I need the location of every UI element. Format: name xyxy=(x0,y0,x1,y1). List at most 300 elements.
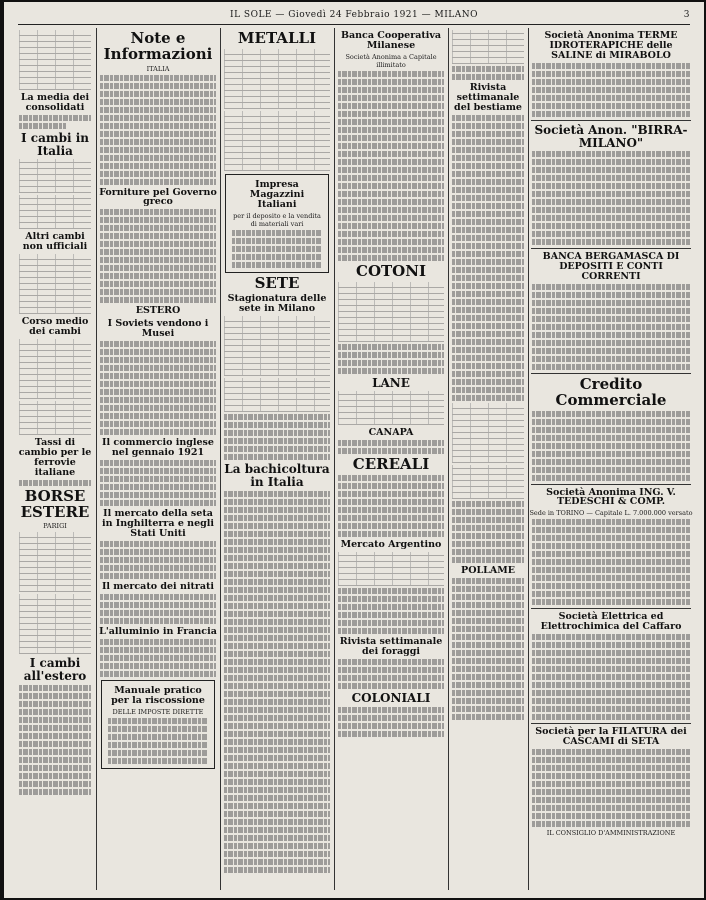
price-table xyxy=(224,316,330,376)
text-line xyxy=(224,707,330,713)
text-line xyxy=(452,586,524,592)
text-line xyxy=(100,405,216,411)
column-1 xyxy=(16,28,94,890)
text-line xyxy=(532,706,690,712)
text-line xyxy=(224,611,330,617)
text-line xyxy=(532,284,690,290)
text-line xyxy=(532,223,690,229)
text-line xyxy=(338,604,444,610)
text-line xyxy=(452,549,524,555)
text-line xyxy=(452,147,524,153)
text-line xyxy=(452,363,524,369)
text-line xyxy=(532,159,690,165)
text-line xyxy=(452,355,524,361)
text-line xyxy=(100,209,216,215)
text-line xyxy=(532,805,690,811)
text-line xyxy=(338,667,444,673)
text-line xyxy=(100,249,216,255)
text-line xyxy=(338,231,444,237)
text-line xyxy=(452,315,524,321)
text-line xyxy=(532,535,690,541)
heading-terme-mirabolo: Società Anonima TERME IDROTERAPICHE delle SALINE di MIRABOLO xyxy=(544,30,678,61)
text-line xyxy=(338,87,444,93)
text-line xyxy=(100,381,216,387)
text-line xyxy=(452,698,524,704)
text-line xyxy=(19,725,91,731)
text-line xyxy=(100,155,216,161)
divider xyxy=(531,484,691,485)
text-line xyxy=(532,714,690,720)
text-line xyxy=(452,501,524,507)
text-line xyxy=(338,491,444,497)
text-line xyxy=(100,297,216,303)
text-line xyxy=(100,671,216,677)
text-line xyxy=(452,179,524,185)
text-line xyxy=(224,859,330,865)
text-line xyxy=(338,151,444,157)
text-line xyxy=(452,690,524,696)
text-line xyxy=(532,340,690,346)
text-line xyxy=(100,573,216,579)
text-line xyxy=(452,525,524,531)
subheading-banca-cooperativa: Società Anonima a Capitale illimitato xyxy=(345,52,437,69)
text-line xyxy=(532,467,690,473)
text-line xyxy=(452,243,524,249)
text-line xyxy=(100,647,216,653)
text-line xyxy=(224,795,330,801)
text-line xyxy=(108,758,208,764)
text-line xyxy=(338,475,444,481)
subheading-magazzini: per il deposito e la vendita di materiali vari xyxy=(233,211,321,228)
heading-altri-cambi: Altri cambi non ufficiali xyxy=(22,231,88,253)
text-line xyxy=(224,571,330,577)
text-line xyxy=(19,765,91,771)
text-line xyxy=(224,414,330,420)
heading-manuale: Manuale pratico per la riscossione xyxy=(111,685,205,707)
text-line xyxy=(452,323,524,329)
text-line xyxy=(532,567,690,573)
price-table xyxy=(19,401,91,435)
text-line xyxy=(224,755,330,761)
heading-cereali: CEREALI xyxy=(352,455,430,474)
text-line xyxy=(532,519,690,525)
text-line xyxy=(224,723,330,729)
text-line xyxy=(338,596,444,602)
heading-tedeschi: Società Anonima ING. V. TEDESCHI & COMP. xyxy=(546,486,676,508)
text-line xyxy=(224,430,330,436)
heading-foraggi: Rivista settimanale dei foraggi xyxy=(339,635,443,657)
text-line xyxy=(452,155,524,161)
text-line xyxy=(100,549,216,555)
text-line xyxy=(224,867,330,873)
text-line xyxy=(532,71,690,77)
text-line xyxy=(338,731,444,737)
text-line xyxy=(224,422,330,428)
heading-filatura-cascami: Società per la FILATURA dei CASCAMI di SETA xyxy=(535,726,687,748)
text-line xyxy=(452,291,524,297)
text-line xyxy=(224,438,330,444)
text-line xyxy=(100,107,216,113)
text-line xyxy=(19,709,91,715)
text-line xyxy=(224,819,330,825)
advert-manuale xyxy=(101,680,215,769)
text-line xyxy=(19,693,91,699)
text-line xyxy=(338,440,444,446)
text-line xyxy=(224,603,330,609)
text-line xyxy=(532,749,690,755)
text-line xyxy=(232,238,322,244)
heading-coloniali: COLONIALI xyxy=(351,690,431,705)
text-line xyxy=(452,211,524,217)
price-table xyxy=(224,111,330,171)
heading-credito-commerciale: Credito Commerciale xyxy=(555,375,667,409)
text-line xyxy=(452,187,524,193)
text-line xyxy=(532,527,690,533)
divider xyxy=(531,723,691,724)
advert-magazzini xyxy=(225,174,329,273)
text-line xyxy=(224,579,330,585)
heading-banca-bergamasca: BANCA BERGAMASCA DI DEPOSITI E CONTI CORRENTI xyxy=(542,251,680,283)
text-line xyxy=(232,262,322,268)
text-line xyxy=(452,557,524,563)
text-line xyxy=(338,683,444,689)
price-table xyxy=(19,532,91,592)
text-line xyxy=(532,443,690,449)
price-table xyxy=(452,30,524,64)
subheading-italia: ITALIA xyxy=(146,64,170,73)
text-line xyxy=(338,135,444,141)
text-line xyxy=(338,239,444,245)
text-line xyxy=(224,691,330,697)
text-line xyxy=(532,207,690,213)
text-line xyxy=(100,484,216,490)
divider xyxy=(531,373,691,374)
text-line xyxy=(452,666,524,672)
text-line xyxy=(452,251,524,257)
text-line xyxy=(452,517,524,523)
text-line xyxy=(338,183,444,189)
text-line xyxy=(532,543,690,549)
text-line xyxy=(100,341,216,347)
text-line xyxy=(224,659,330,665)
text-line xyxy=(452,379,524,385)
text-line xyxy=(100,139,216,145)
divider xyxy=(531,120,691,121)
text-line xyxy=(100,241,216,247)
text-line xyxy=(224,635,330,641)
text-line xyxy=(100,349,216,355)
text-line xyxy=(452,650,524,656)
text-line xyxy=(224,651,330,657)
text-line xyxy=(100,357,216,363)
text-line xyxy=(100,257,216,263)
text-line xyxy=(100,147,216,153)
text-line xyxy=(108,718,208,724)
text-line xyxy=(452,123,524,129)
text-line xyxy=(108,734,208,740)
text-line xyxy=(532,757,690,763)
price-table xyxy=(19,159,91,193)
text-line xyxy=(100,500,216,506)
text-line xyxy=(532,551,690,557)
text-line xyxy=(532,199,690,205)
text-line xyxy=(532,813,690,819)
text-line xyxy=(224,699,330,705)
text-line xyxy=(338,71,444,77)
text-line xyxy=(532,650,690,656)
text-line xyxy=(452,259,524,265)
text-line xyxy=(532,682,690,688)
text-line xyxy=(108,726,208,732)
heading-note-informazioni: Note e Informazioni xyxy=(103,29,213,63)
text-line xyxy=(224,539,330,545)
text-line xyxy=(532,215,690,221)
text-line xyxy=(532,411,690,417)
text-line xyxy=(532,87,690,93)
text-line xyxy=(452,299,524,305)
heading-metalli: METALLI xyxy=(237,29,317,47)
heading-soviets-musei: I Soviets vendono i Musei xyxy=(107,318,209,340)
text-line xyxy=(452,347,524,353)
text-line xyxy=(452,163,524,169)
text-line xyxy=(100,289,216,295)
text-line xyxy=(108,742,208,748)
text-line xyxy=(108,750,208,756)
price-table xyxy=(19,339,91,399)
text-line xyxy=(100,476,216,482)
text-line xyxy=(224,715,330,721)
text-line xyxy=(224,747,330,753)
text-line xyxy=(100,123,216,129)
text-line xyxy=(452,331,524,337)
text-line xyxy=(452,131,524,137)
column-3 xyxy=(220,28,333,890)
text-line xyxy=(338,143,444,149)
price-table xyxy=(338,552,444,586)
text-line xyxy=(224,843,330,849)
text-line xyxy=(338,531,444,537)
text-line xyxy=(232,230,322,236)
text-line xyxy=(532,167,690,173)
text-line xyxy=(100,281,216,287)
text-line xyxy=(224,811,330,817)
text-line xyxy=(100,602,216,608)
text-line xyxy=(338,360,444,366)
signature-consiglio: IL CONSIGLIO D'AMMINISTRAZIONE xyxy=(546,829,676,838)
text-line xyxy=(532,658,690,664)
heading-cambi-estero: I cambi all'estero xyxy=(23,656,87,683)
text-line xyxy=(19,717,91,723)
text-line xyxy=(452,115,524,121)
text-line xyxy=(100,131,216,137)
text-line xyxy=(100,233,216,239)
text-line xyxy=(532,300,690,306)
text-line xyxy=(532,459,690,465)
subheading-parigi: PARIGI xyxy=(43,522,67,531)
text-line xyxy=(224,851,330,857)
column-5 xyxy=(448,28,527,890)
text-line xyxy=(532,175,690,181)
text-line xyxy=(100,75,216,81)
text-line xyxy=(338,659,444,665)
text-line xyxy=(338,620,444,626)
text-line xyxy=(224,523,330,529)
text-line xyxy=(452,594,524,600)
text-line xyxy=(532,591,690,597)
text-line xyxy=(224,675,330,681)
price-table xyxy=(452,465,524,499)
text-line xyxy=(338,523,444,529)
text-line xyxy=(338,207,444,213)
text-line xyxy=(452,674,524,680)
text-line xyxy=(100,179,216,185)
heading-bestiame: Rivista settimanale del bestiame xyxy=(454,82,522,113)
text-line xyxy=(19,733,91,739)
text-line xyxy=(532,427,690,433)
text-line xyxy=(452,626,524,632)
text-line xyxy=(19,773,91,779)
text-line xyxy=(224,499,330,505)
price-table xyxy=(452,403,524,463)
text-line xyxy=(100,365,216,371)
text-line xyxy=(338,255,444,261)
heading-tassi-ferrovie: Tassi di cambio per le ferrovie italiane xyxy=(18,437,92,478)
text-line xyxy=(224,515,330,521)
text-line xyxy=(19,480,91,486)
text-line xyxy=(100,115,216,121)
text-line xyxy=(532,111,690,117)
text-line xyxy=(19,749,91,755)
text-line xyxy=(100,610,216,616)
heading-birra-milano: Società Anon. "BIRRA-MILANO" xyxy=(534,122,688,150)
text-line xyxy=(532,773,690,779)
text-line xyxy=(532,789,690,795)
text-line xyxy=(338,715,444,721)
text-line xyxy=(532,634,690,640)
column-2 xyxy=(96,28,219,890)
text-line xyxy=(19,701,91,707)
text-line xyxy=(224,643,330,649)
text-line xyxy=(338,191,444,197)
text-line xyxy=(224,763,330,769)
heading-alluminio-francia: L'alluminio in Francia xyxy=(99,626,217,638)
heading-commercio-inglese: Il commercio inglese nel gennaio 1921 xyxy=(102,437,214,459)
text-line xyxy=(19,757,91,763)
price-table xyxy=(19,30,91,90)
text-line xyxy=(224,563,330,569)
price-table xyxy=(19,254,91,314)
text-line xyxy=(532,151,690,157)
text-line xyxy=(100,492,216,498)
text-line xyxy=(452,541,524,547)
text-line xyxy=(224,595,330,601)
text-line xyxy=(100,639,216,645)
text-line xyxy=(452,714,524,720)
price-table xyxy=(19,594,91,654)
text-line xyxy=(532,583,690,589)
text-line xyxy=(224,731,330,737)
text-line xyxy=(338,175,444,181)
text-line xyxy=(532,674,690,680)
text-line xyxy=(532,451,690,457)
text-line xyxy=(452,235,524,241)
text-line xyxy=(19,789,91,795)
text-line xyxy=(452,618,524,624)
masthead xyxy=(18,10,690,25)
text-line xyxy=(100,565,216,571)
text-line xyxy=(532,308,690,314)
text-line xyxy=(532,559,690,565)
text-line xyxy=(532,324,690,330)
text-line xyxy=(224,787,330,793)
text-line xyxy=(452,578,524,584)
text-line xyxy=(100,373,216,379)
text-line xyxy=(224,547,330,553)
text-line xyxy=(452,371,524,377)
text-line xyxy=(338,223,444,229)
text-line xyxy=(100,397,216,403)
text-line xyxy=(532,316,690,322)
text-line xyxy=(532,797,690,803)
divider xyxy=(531,608,691,609)
text-line xyxy=(452,706,524,712)
text-line xyxy=(452,395,524,401)
text-line xyxy=(532,642,690,648)
text-line xyxy=(19,781,91,787)
text-line xyxy=(338,344,444,350)
text-line xyxy=(532,63,690,69)
text-line xyxy=(452,509,524,515)
text-line xyxy=(19,115,91,121)
text-line xyxy=(338,499,444,505)
text-line xyxy=(452,275,524,281)
text-line xyxy=(232,246,322,252)
column-4 xyxy=(334,28,447,890)
text-line xyxy=(452,387,524,393)
text-line xyxy=(100,541,216,547)
text-line xyxy=(452,610,524,616)
text-line xyxy=(532,103,690,109)
text-line xyxy=(100,389,216,395)
text-line xyxy=(338,199,444,205)
text-line xyxy=(452,171,524,177)
text-line xyxy=(452,227,524,233)
text-line xyxy=(100,460,216,466)
text-line xyxy=(100,429,216,435)
text-line xyxy=(532,356,690,362)
heading-sete: SETE xyxy=(254,273,300,292)
heading-caffaro: Società Elettrica ed Elettrochimica del Caffaro xyxy=(540,611,682,633)
text-line xyxy=(100,83,216,89)
text-line xyxy=(532,781,690,787)
heading-consolidati: La media dei consolidati xyxy=(20,92,90,113)
text-line xyxy=(100,468,216,474)
text-line xyxy=(452,533,524,539)
heading-cambi-italia: I cambi in Italia xyxy=(21,130,89,158)
text-line xyxy=(452,283,524,289)
text-line xyxy=(338,247,444,253)
text-line xyxy=(224,739,330,745)
text-line xyxy=(224,667,330,673)
text-line xyxy=(532,419,690,425)
heading-magazzini: Impresa Magazzini Italiani xyxy=(249,178,305,210)
text-line xyxy=(338,127,444,133)
text-line xyxy=(338,628,444,634)
text-line xyxy=(532,666,690,672)
text-line xyxy=(100,557,216,563)
text-line xyxy=(338,167,444,173)
text-line xyxy=(452,267,524,273)
